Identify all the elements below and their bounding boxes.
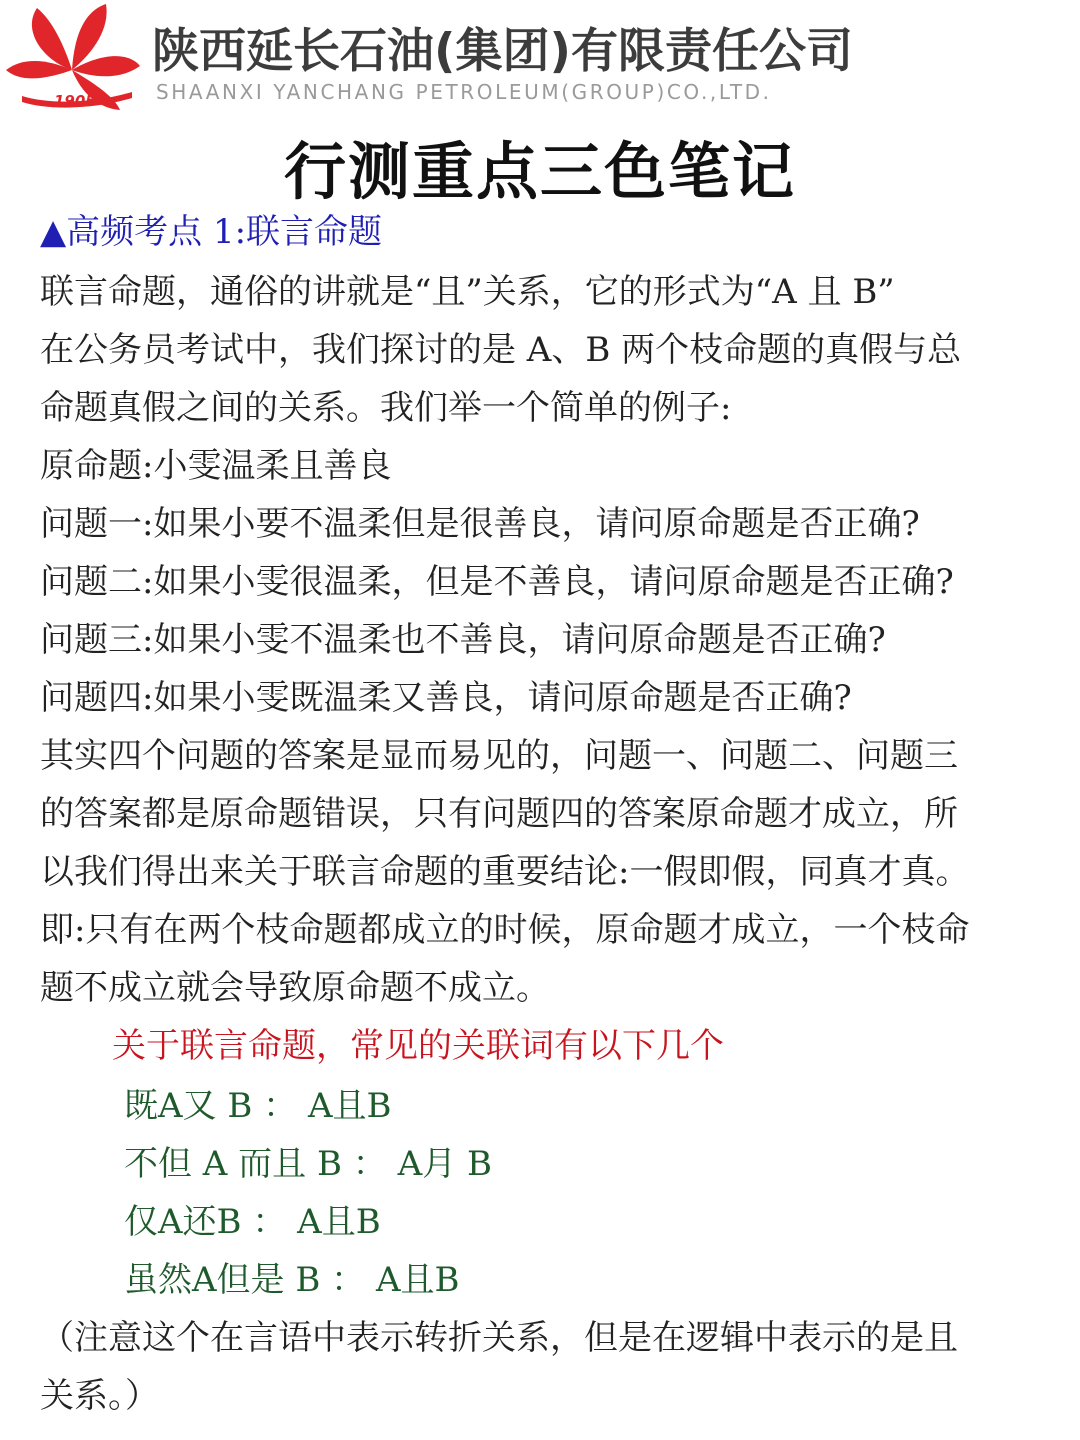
note-line: 关系。）	[40, 1376, 159, 1416]
example-question: 问题一:如果小要不温柔但是很善良，请问原命题是否正确?	[40, 504, 920, 544]
paragraph-1-line: 命题真假之间的关系。我们举一个简单的例子:	[40, 388, 732, 428]
paragraph-2-line: 以我们得出来关于联言命题的重要结论:一假即假，同真才真。	[40, 852, 970, 892]
connective-item: 既A又 B ： A且B	[124, 1086, 392, 1126]
paragraph-2-line: 的答案都是原命题错误，只有问题四的答案原命题才成立，所	[40, 794, 958, 834]
paragraph-1-line: 在公务员考试中，我们探讨的是 A、B 两个枝命题的真假与总	[40, 330, 962, 370]
page-title: 行测重点三色笔记	[283, 135, 796, 208]
paragraph-2-line: 题不成立就会导致原命题不成立。	[40, 968, 550, 1008]
paragraph-2-line: 其实四个问题的答案是显而易见的，问题一、问题二、问题三	[40, 736, 958, 776]
company-logo-icon	[2, 0, 142, 112]
connectives-heading: 关于联言命题，常见的关联词有以下几个	[112, 1026, 724, 1066]
header	[0, 0, 1080, 120]
example-original: 原命题:小雯温柔且善良	[40, 446, 392, 486]
paragraph-2-line: 即:只有在两个枝命题都成立的时候，原命题才成立，一个枝命	[40, 910, 970, 950]
paragraph-1-line: 联言命题，通俗的讲就是“且”关系，它的形式为“A 且 B”	[40, 272, 895, 312]
example-question: 问题三:如果小雯不温柔也不善良，请问原命题是否正确?	[40, 620, 886, 660]
logo-year: 1905	[54, 92, 96, 110]
company-name-cn: 陕西延长石油(集团)有限责任公司	[152, 24, 853, 79]
example-question: 问题四:如果小雯既温柔又善良，请问原命题是否正确?	[40, 678, 852, 718]
note-line: （注意这个在言语中表示转折关系，但是在逻辑中表示的是且	[40, 1318, 958, 1358]
connective-item: 不但 A 而且 B ： A月 B	[124, 1144, 492, 1184]
company-name-en: SHAANXI YANCHANG PETROLEUM(GROUP)CO.,LTD.	[156, 80, 772, 104]
example-question: 问题二:如果小雯很温柔，但是不善良，请问原命题是否正确?	[40, 562, 954, 602]
section-heading: ▲高频考点 1:联言命题	[40, 212, 383, 252]
connective-item: 仅A还B ： A且B	[124, 1202, 381, 1242]
connective-item: 虽然A但是 B ： A且B	[124, 1260, 460, 1300]
